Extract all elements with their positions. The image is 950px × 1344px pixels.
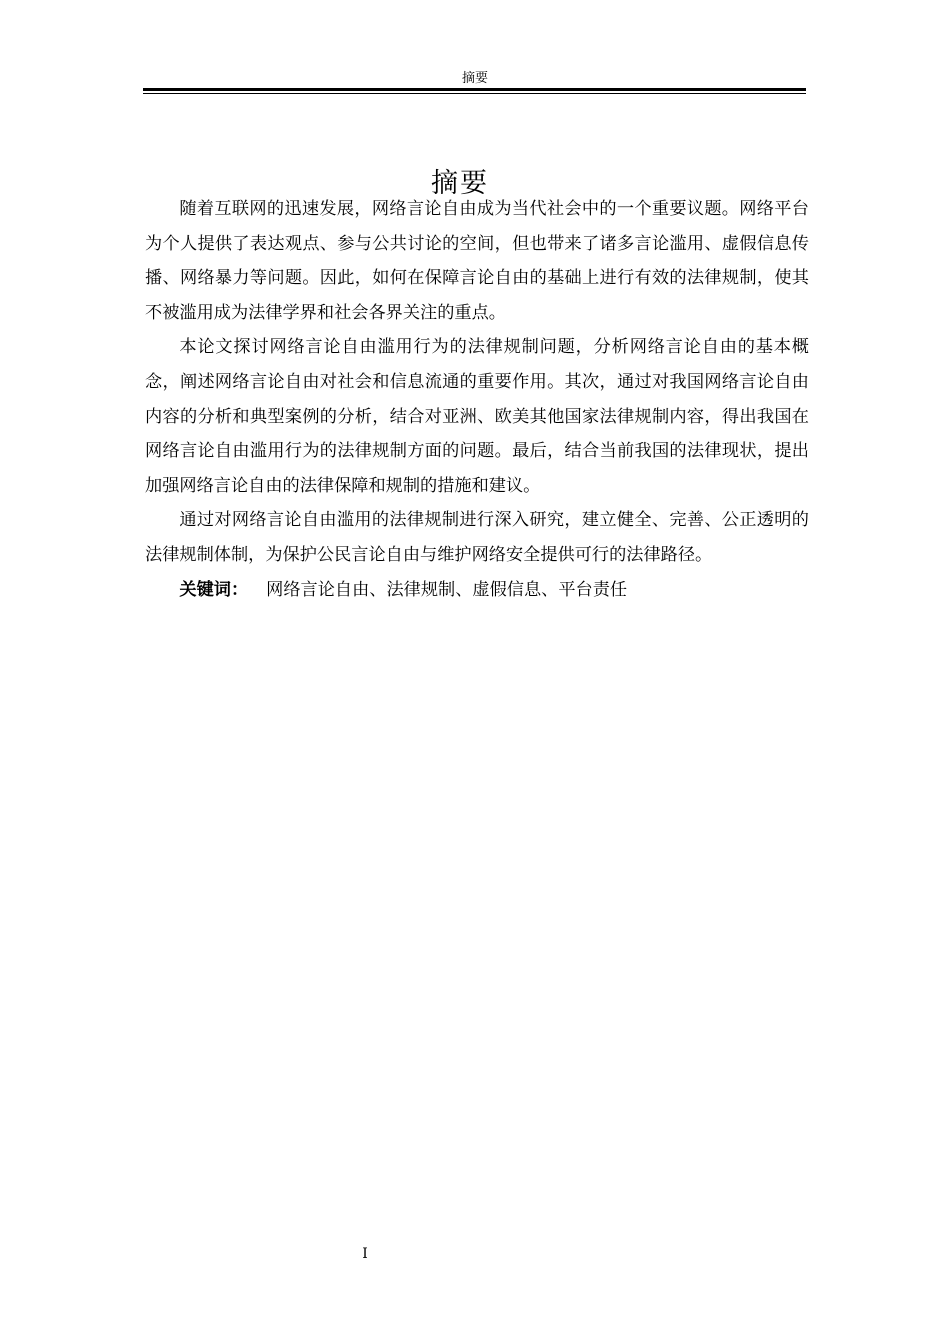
header-rule-thick — [143, 88, 806, 91]
page-number: I — [362, 1246, 368, 1262]
abstract-paragraph-1: 随着互联网的迅速发展，网络言论自由成为当代社会中的一个重要议题。网络平台为个人提供了表达观点、参与公共讨论的空间，但也带来了诸多言论滥用、虚假信息传播、网络暴力等问题。因此，如何在保障言论自由的基础上进行有效的法律规制，使其不被滥用成为法律学界和社会各界关注的重点。 — [145, 199, 809, 323]
page-title: 摘要 — [431, 168, 489, 200]
keywords-label: 关键词： — [179, 579, 249, 600]
keywords-value: 网络言论自由、法律规制、虚假信息、平台责任 — [266, 579, 628, 600]
keywords-line — [145, 573, 809, 608]
abstract-paragraph-2: 本论文探讨网络言论自由滥用行为的法律规制问题，分析网络言论自由的基本概念，阐述网络言论自由对社会和信息流通的重要作用。其次，通过对我国网络言论自由内容的分析和典型案例的分析，结合对亚洲、欧美其他国家法律规制内容，得出我国在网络言论自由滥用行为的法律规制方面的问题。最后，结合当前我国的法律现状，提出加强网络言论自由的法律保障和规制的措施和建议。 — [145, 337, 809, 496]
header-rule-thin — [143, 93, 806, 94]
abstract-body — [145, 192, 809, 607]
abstract-paragraph-3: 通过对网络言论自由滥用的法律规制进行深入研究，建立健全、完善、公正透明的法律规制体制，为保护公民言论自由与维护网络安全提供可行的法律路径。 — [145, 510, 809, 565]
running-header: 摘要 — [461, 71, 488, 86]
